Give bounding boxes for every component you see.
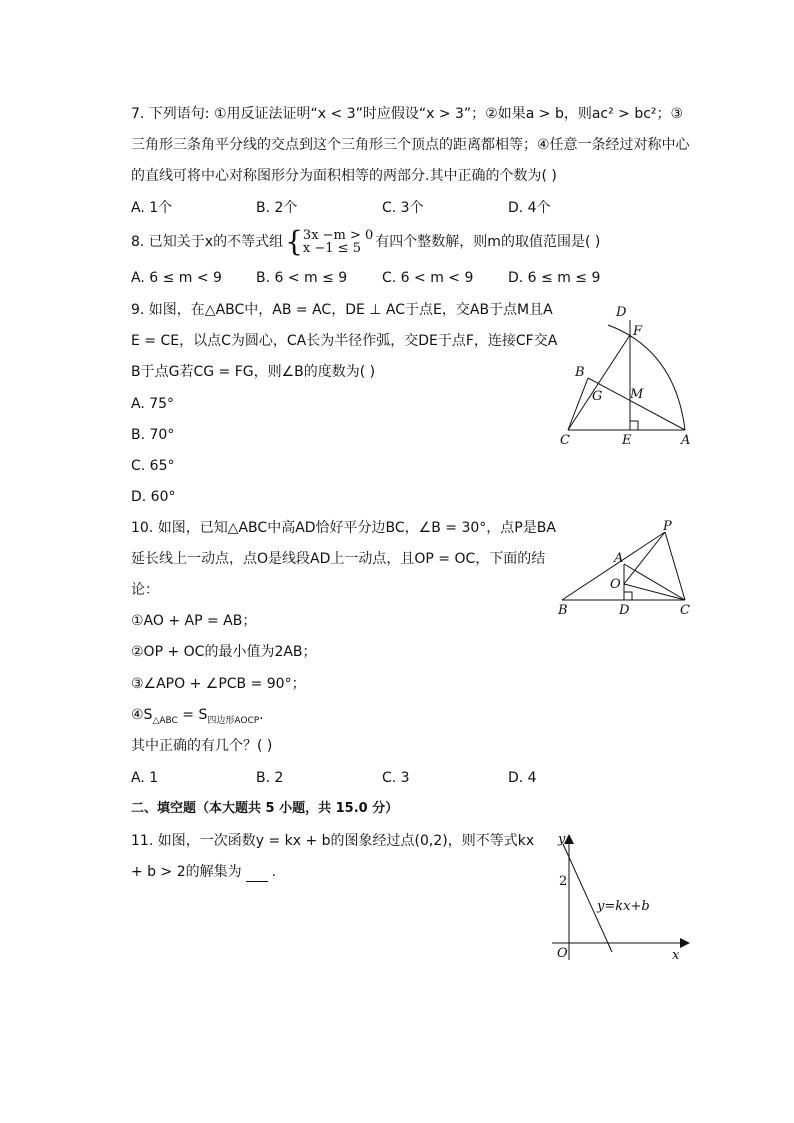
label-a: A: [614, 551, 624, 566]
q10-line3: 论：: [131, 582, 159, 598]
label-c: C: [560, 433, 570, 448]
q8-stem-before: 8. 已知关于x的不等式组: [131, 234, 284, 250]
label-2: 2: [559, 874, 568, 889]
q9-option-d: D. 60°: [131, 489, 176, 505]
q10-statement-1: ①AO + AP = AB；: [131, 613, 257, 629]
q8-stem: [131, 225, 601, 258]
q9-line2: E = CE，以点C为圆心，CA长为半径作弧，交DE于点F，连接CF交A: [131, 333, 558, 349]
s4-mid: = S: [177, 707, 208, 723]
q9-option-c: C. 65°: [131, 458, 175, 474]
s4-end: .: [259, 707, 264, 723]
s4-sub1: △ABC: [152, 715, 178, 726]
line-oc: [624, 584, 685, 600]
q11-line2-pre: + b > 2的解集为: [131, 864, 242, 880]
brace-symbol: {: [285, 225, 303, 258]
label-function: y=kx+b: [597, 899, 650, 914]
q10-line2: 延长线上一动点，点O是线段AD上一动点，且OP = OC，下面的结: [131, 551, 546, 567]
label-c: C: [680, 603, 690, 618]
label-m: M: [630, 387, 644, 402]
q9-option-a: A. 75°: [131, 396, 175, 412]
right-angle-mark: [630, 421, 638, 430]
q10-statement-3: ③∠APO + ∠PCB = 90°；: [131, 676, 306, 692]
q7-option-a: A. 1个: [131, 200, 173, 216]
arc-ca: [608, 325, 685, 430]
q9-line1: 9. 如图，在△ABC中，AB = AC，DE ⊥ AC于点E，交AB于点M且A: [131, 302, 553, 318]
q10-option-a: A. 1: [131, 770, 159, 786]
q9-line3: B于点G若CG = FG，则∠B的度数为( ): [131, 364, 376, 380]
q11-line1: 11. 如图，一次函数y = kx + b的图象经过点(0,2)，则不等式kx: [131, 833, 535, 849]
label-p: P: [663, 519, 672, 534]
label-x: x: [672, 948, 680, 963]
label-d: D: [619, 603, 630, 618]
q8-stem-after: 有四个整数解，则m的取值范围是( ): [375, 234, 601, 250]
section-heading: 二、填空题（本大题共 5 小题，共 15.0 分）: [131, 801, 399, 816]
label-e: E: [622, 433, 632, 448]
inequality-row-1: 3x −m > 0: [302, 228, 374, 243]
q11-figure: [545, 826, 700, 966]
q7-line3: 的直线可将中心对称图形分为面积相等的两部分.其中正确的个数为( ): [131, 168, 557, 184]
q10-line1: 10. 如图，已知△ABC中高AD恰好平分边BC，∠B = 30°，点P是BA: [131, 520, 556, 536]
line-ba: [588, 378, 685, 430]
inequality-system: [285, 225, 374, 258]
q10-option-c: C. 3: [382, 770, 410, 786]
q7-option-c: C. 3个: [382, 200, 424, 216]
q8-option-c: C. 6 < m < 9: [382, 270, 474, 286]
s4-pre: ④S: [131, 707, 153, 723]
inequality-rows: [303, 229, 373, 255]
q9-option-b: B. 70°: [131, 427, 175, 443]
q10-option-d: D. 4: [508, 770, 537, 786]
q10-option-b: B. 2: [256, 770, 284, 786]
label-a: A: [681, 433, 691, 448]
q10-statement-4: [131, 705, 264, 731]
q7-line1: 7. 下列语句: ①用反证法证明“x < 3”时应假设“x > 3”；②如果a > b，则ac² > bc²；③: [131, 106, 684, 122]
q10-statement-2: ②OP + OC的最小值为2AB；: [131, 644, 317, 660]
function-line: [563, 844, 612, 952]
label-b: B: [575, 365, 585, 380]
s4-sub2: 四边形AOCP: [207, 715, 260, 726]
q7-option-d: D. 4个: [508, 200, 551, 216]
q10-question: 其中正确的有几个？( ): [131, 738, 273, 754]
q7-line2: 三角形三条角平分线的交点到这个三角形三个顶点的距离都相等；④任意一条经过对称中心: [131, 137, 690, 153]
label-f: F: [633, 324, 643, 339]
label-origin: O: [557, 946, 568, 961]
q11-line2-post: .: [271, 864, 277, 880]
q8-option-d: D. 6 ≤ m ≤ 9: [508, 270, 601, 286]
answer-blank: [246, 867, 268, 882]
x-axis-arrow: [680, 938, 690, 948]
q11-line2: [131, 862, 276, 882]
line-cf: [568, 335, 630, 430]
label-o: O: [610, 577, 621, 592]
q9-figure: [555, 300, 705, 450]
y-axis-arrow: [564, 834, 574, 844]
label-d: D: [616, 305, 627, 320]
right-angle-mark: [624, 592, 632, 600]
q8-option-b: B. 6 < m ≤ 9: [256, 270, 348, 286]
inequality-row-2: x −1 ≤ 5: [302, 241, 361, 256]
label-y: y: [558, 832, 566, 847]
label-g: G: [592, 389, 603, 404]
label-b: B: [558, 603, 568, 618]
q8-option-a: A. 6 ≤ m < 9: [131, 270, 222, 286]
q10-figure: [552, 518, 702, 620]
q7-option-b: B. 2个: [256, 200, 298, 216]
